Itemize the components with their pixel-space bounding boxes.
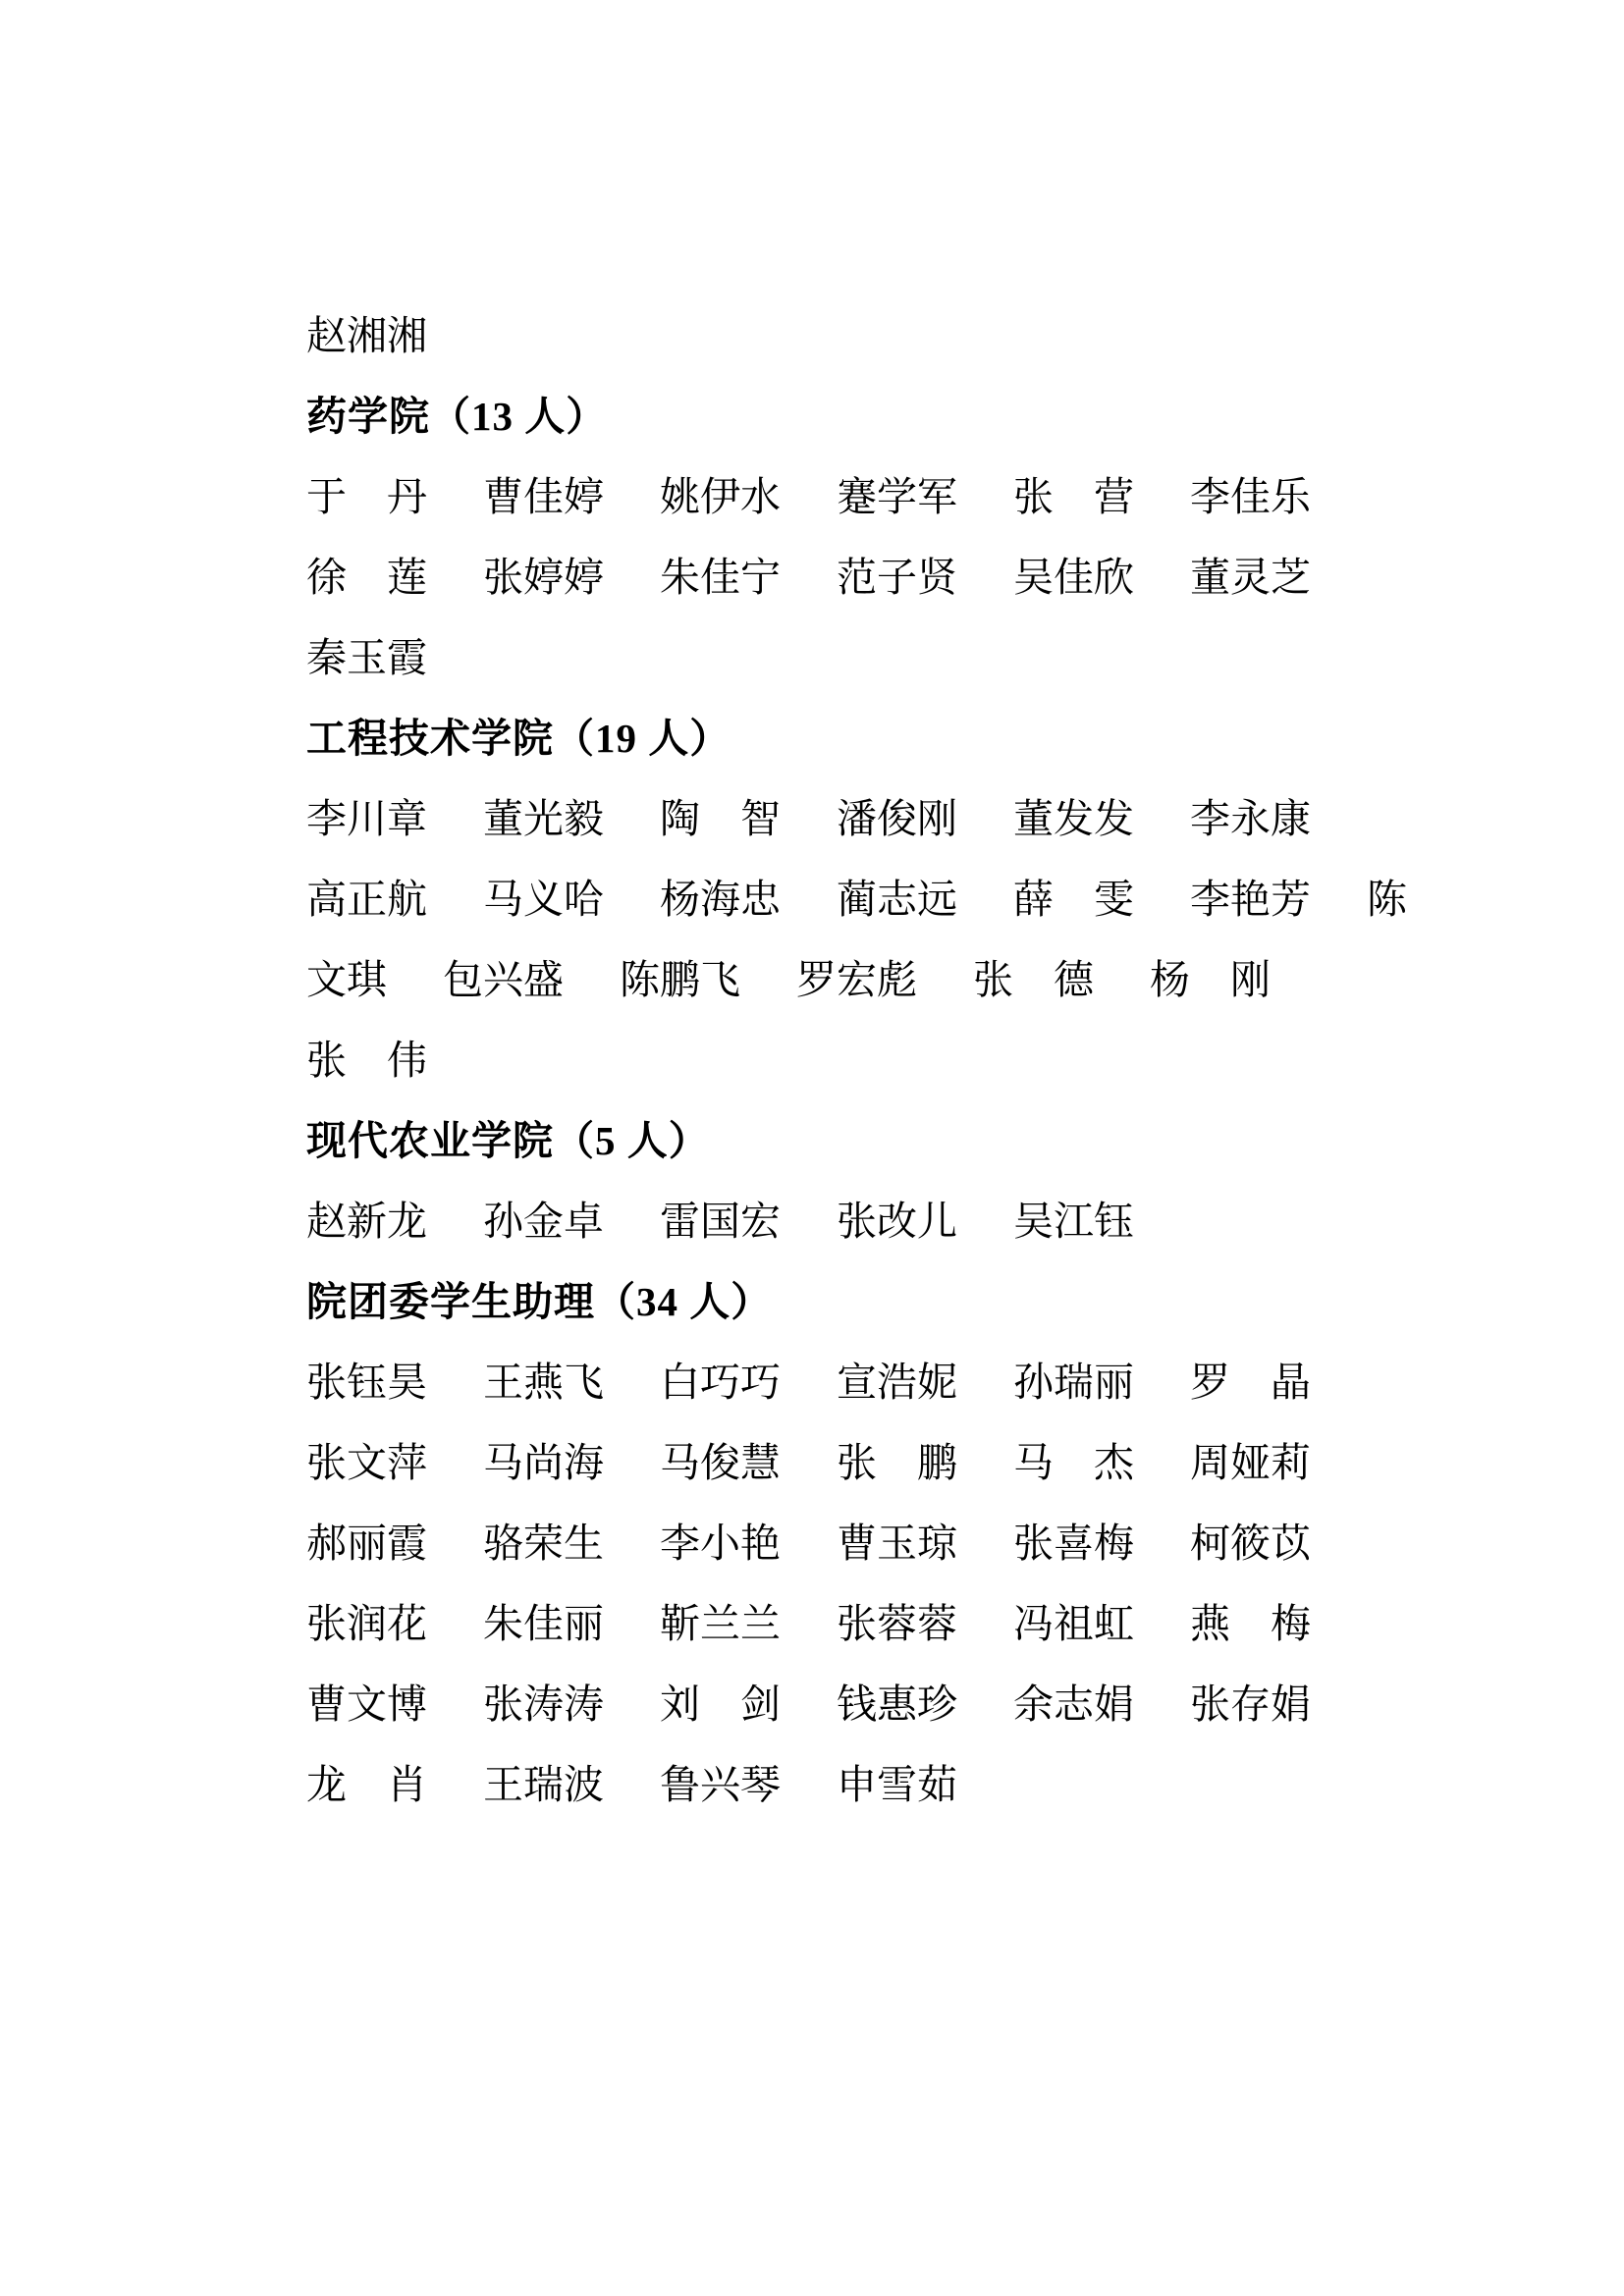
- name-item: 白巧巧: [660, 1360, 781, 1405]
- name-item: 张喜梅: [1013, 1521, 1134, 1566]
- name-item: 曹佳婷: [483, 474, 604, 519]
- section-header: 院团委学生助理（34 人）: [306, 1279, 773, 1324]
- name-row: [306, 1181, 1465, 1261]
- name-item: 文琪: [306, 957, 387, 1002]
- name-item: 刘 剑: [660, 1682, 781, 1727]
- name-item: 郝丽霞: [306, 1521, 427, 1566]
- name-item: 王燕飞: [483, 1360, 604, 1405]
- name-item: 张 鹏: [837, 1440, 957, 1485]
- name-item: 曹文博: [306, 1682, 427, 1727]
- name-item: 马尚海: [483, 1440, 604, 1485]
- name-item: 罗 晶: [1190, 1360, 1311, 1405]
- name-item: 李艳芳: [1190, 877, 1311, 922]
- name-item: 骆荣生: [483, 1521, 604, 1566]
- name-item: 曹玉琼: [837, 1521, 957, 1566]
- name-row: [306, 859, 1465, 939]
- name-item: 罗宏彪: [796, 957, 917, 1002]
- name-row: [306, 939, 1465, 1020]
- name-item: 董灵芝: [1190, 555, 1311, 600]
- name-item: 朱佳宁: [660, 555, 781, 600]
- name-row: [306, 1664, 1465, 1744]
- name-item: 孙金卓: [483, 1199, 604, 1244]
- name-row: [306, 778, 1465, 859]
- name-item: 张改儿: [837, 1199, 957, 1244]
- name-item: 冯祖虹: [1013, 1601, 1134, 1646]
- name-item: 吴佳欣: [1013, 555, 1134, 600]
- name-item: 柯筱苡: [1190, 1521, 1311, 1566]
- name-item: 陈: [1367, 877, 1407, 922]
- name-item: 姚伊水: [660, 474, 781, 519]
- name-item: 李小艳: [660, 1521, 781, 1566]
- name-item: 余志娟: [1013, 1682, 1134, 1727]
- name-row: [306, 617, 1465, 698]
- document-content: [306, 295, 1465, 1825]
- name-item: 薛 雯: [1013, 877, 1134, 922]
- name-item: 张蓉蓉: [837, 1601, 957, 1646]
- name-item: 张钰昊: [306, 1360, 427, 1405]
- name-row: [306, 295, 1465, 376]
- section-header: 现代农业学院（5 人）: [306, 1118, 710, 1163]
- name-item: 申雪茹: [837, 1762, 957, 1807]
- name-item: 蔺志远: [837, 877, 957, 922]
- name-row: [306, 1342, 1465, 1422]
- name-item: 马 杰: [1013, 1440, 1134, 1485]
- name-item: 董光毅: [483, 796, 604, 841]
- name-item: 靳兰兰: [660, 1601, 781, 1646]
- name-item: 范子贤: [837, 555, 957, 600]
- name-item: 董发发: [1013, 796, 1134, 841]
- name-item: 张文萍: [306, 1440, 427, 1485]
- name-item: 马俊慧: [660, 1440, 781, 1485]
- name-item: 陶 智: [660, 796, 781, 841]
- name-item: 龙 肖: [306, 1762, 427, 1807]
- name-item: 燕 梅: [1190, 1601, 1311, 1646]
- section-header: 药学院（13 人）: [306, 394, 608, 439]
- name-row: [306, 1744, 1465, 1825]
- name-row: [306, 537, 1465, 617]
- name-item: 张 营: [1013, 474, 1134, 519]
- name-item: 马义哈: [483, 877, 604, 922]
- name-item: 陈鹏飞: [620, 957, 740, 1002]
- name-item: 周娅莉: [1190, 1440, 1311, 1485]
- name-item: 张存娟: [1190, 1682, 1311, 1727]
- name-item: 张润花: [306, 1601, 427, 1646]
- name-row: [306, 1020, 1465, 1100]
- name-item: 杨 刚: [1150, 957, 1271, 1002]
- name-item: 秦玉霞: [306, 635, 427, 680]
- name-item: 杨海忠: [660, 877, 781, 922]
- name-item: 李永康: [1190, 796, 1311, 841]
- name-item: 孙瑞丽: [1013, 1360, 1134, 1405]
- name-item: 潘俊刚: [837, 796, 957, 841]
- name-item: 李川章: [306, 796, 427, 841]
- name-item: 徐 莲: [306, 555, 427, 600]
- name-item: 赵新龙: [306, 1199, 427, 1244]
- name-item: 吴江钰: [1013, 1199, 1134, 1244]
- name-item: 鲁兴琴: [660, 1762, 781, 1807]
- name-item: 朱佳丽: [483, 1601, 604, 1646]
- name-row: [306, 456, 1465, 537]
- name-item: 钱惠珍: [837, 1682, 957, 1727]
- name-item: 包兴盛: [443, 957, 564, 1002]
- name-item: 王瑞波: [483, 1762, 604, 1807]
- name-item: 赵湘湘: [306, 313, 427, 358]
- name-item: 李佳乐: [1190, 474, 1311, 519]
- name-item: 蹇学军: [837, 474, 957, 519]
- name-row: [306, 1422, 1465, 1503]
- name-row: [306, 1583, 1465, 1664]
- section-header: 工程技术学院（19 人）: [306, 716, 731, 761]
- name-item: 宣浩妮: [837, 1360, 957, 1405]
- name-row: [306, 1503, 1465, 1583]
- name-item: 张 德: [973, 957, 1094, 1002]
- name-item: 雷国宏: [660, 1199, 781, 1244]
- name-item: 张婷婷: [483, 555, 604, 600]
- name-item: 张涛涛: [483, 1682, 604, 1727]
- name-item: 高正航: [306, 877, 427, 922]
- name-item: 于 丹: [306, 474, 427, 519]
- name-item: 张 伟: [306, 1038, 427, 1083]
